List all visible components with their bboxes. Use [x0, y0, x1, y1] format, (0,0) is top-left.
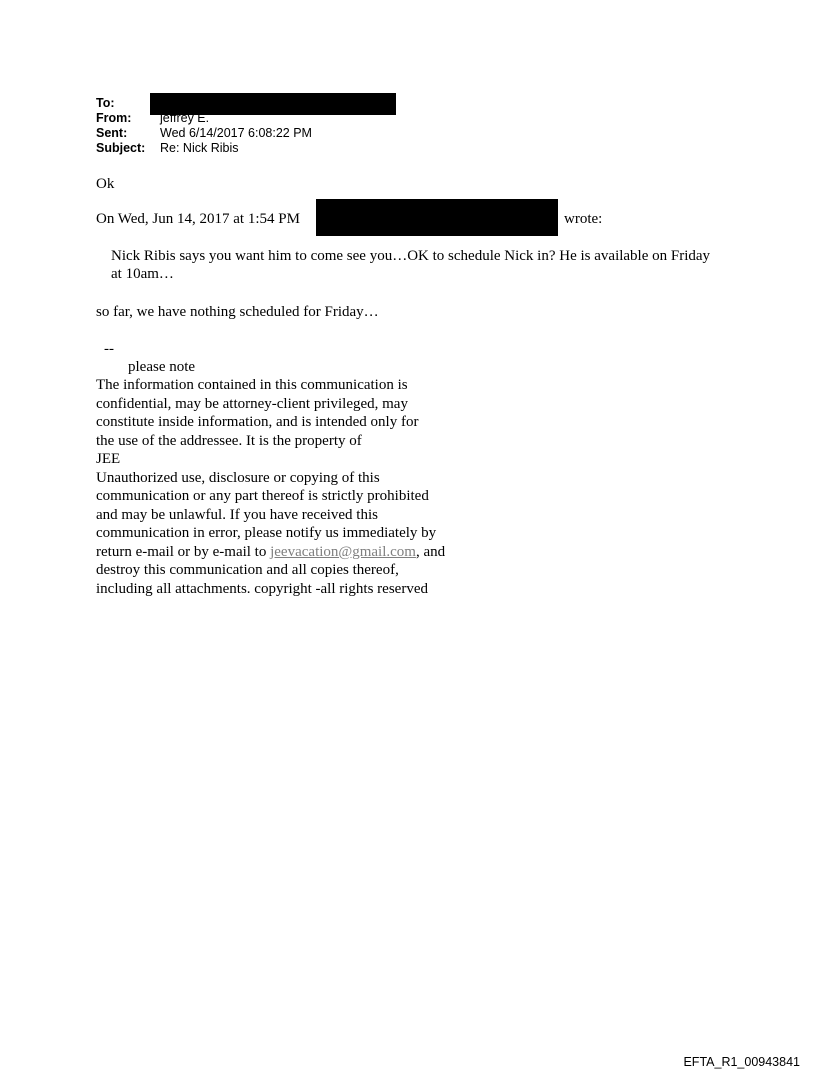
- disclaimer-line: The information contained in this communication is: [96, 377, 408, 393]
- subject-value: Re: Nick Ribis: [160, 141, 239, 155]
- disclaimer-line: and may be unlawful. If you have received this: [96, 506, 378, 523]
- sent-row: [96, 126, 312, 141]
- disclaimer-line: confidential, may be attorney-client privileged, may: [96, 395, 408, 412]
- reply-text: Ok: [96, 176, 115, 192]
- email-link[interactable]: jeevacation@gmail.com: [270, 543, 416, 560]
- redaction-bar-sender: [316, 199, 558, 236]
- confidentiality-disclaimer: [96, 376, 445, 598]
- disclaimer-line: communication or any part thereof is strictly prohibited: [96, 488, 429, 504]
- disclaimer-line: constitute inside information, and is intended only for: [96, 414, 419, 430]
- subject-label: Subject:: [96, 141, 146, 155]
- from-label: From:: [96, 111, 132, 125]
- to-label: To:: [96, 96, 115, 110]
- quote-intro-after: wrote:: [564, 211, 603, 227]
- disclaimer-email-suffix: , and: [415, 543, 446, 560]
- disclaimer-line: JEE: [96, 451, 121, 467]
- signature-separator: --: [104, 341, 114, 357]
- disclaimer-line: destroy this communication and all copies thereof,: [96, 562, 399, 578]
- disclaimer-line: Unauthorized use, disclosure or copying of this: [96, 469, 380, 486]
- from-value: jeffrey E.: [160, 111, 210, 125]
- quoted-message: Nick Ribis says you want him to come see you…OK to schedule Nick in? He is available on Friday at 10am…: [111, 248, 711, 282]
- sent-label: Sent:: [96, 126, 128, 140]
- subject-row: [96, 141, 239, 156]
- document-id: EFTA_R1_00943841: [683, 1055, 800, 1069]
- quote-intro-before: On Wed, Jun 14, 2017 at 1:54 PM: [96, 211, 300, 227]
- disclaimer-line: the use of the addressee. It is the property of: [96, 432, 362, 449]
- disclaimer-line: communication in error, please notify us immediately by: [96, 525, 437, 541]
- followup-text: so far, we have nothing scheduled for Friday…: [96, 304, 379, 320]
- disclaimer-email-prefix: return e-mail or by e-mail to: [96, 543, 271, 560]
- from-row: [96, 111, 209, 126]
- disclaimer-line: including all attachments. copyright -all rights reserved: [96, 580, 428, 597]
- disclaimer-line-email: [96, 543, 445, 562]
- please-note-text: please note: [128, 359, 196, 375]
- sent-value: Wed 6/14/2017 6:08:22 PM: [160, 126, 312, 140]
